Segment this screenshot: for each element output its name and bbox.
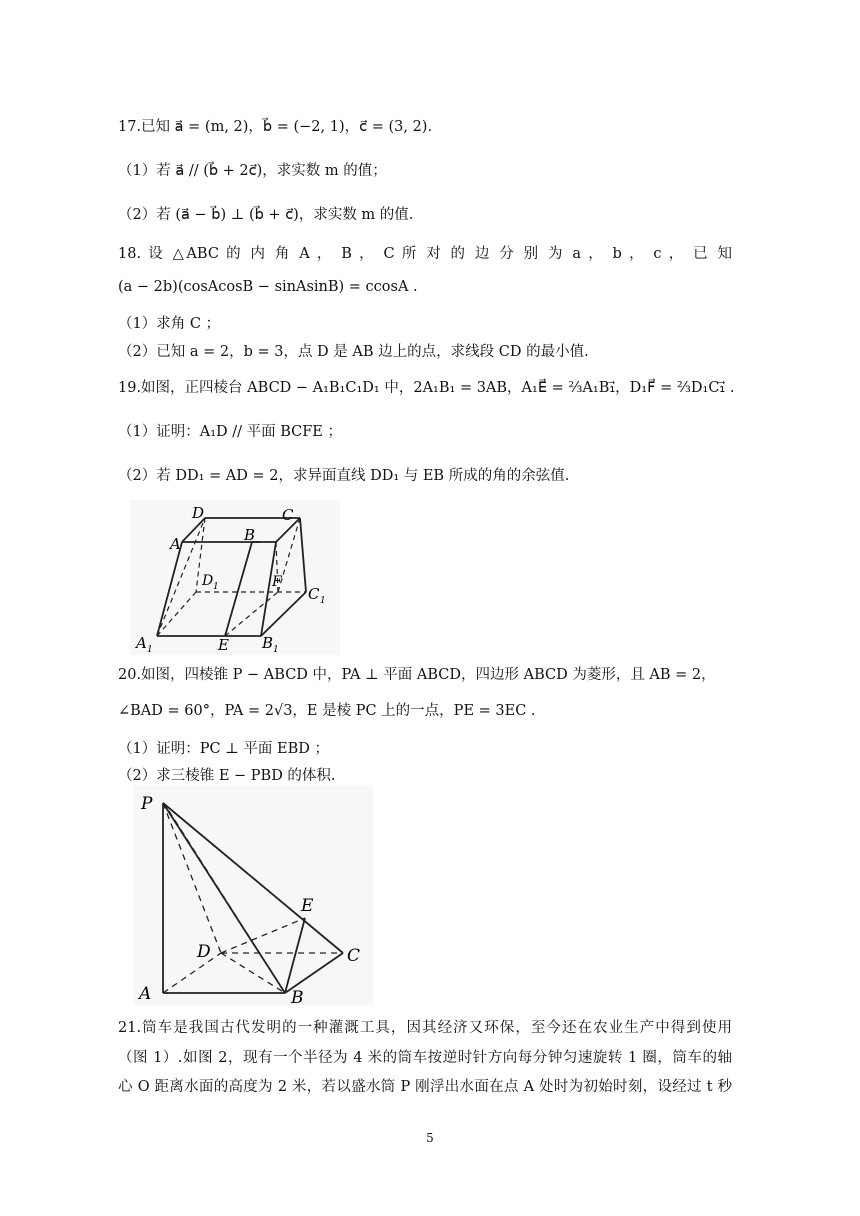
label-A: A — [139, 984, 152, 1004]
q19-part1: （1）证明：A₁D // 平面 BCFE ； — [118, 424, 343, 440]
label-B1-sub: 1 — [273, 645, 279, 655]
frustum-diagram — [130, 500, 340, 655]
label-C: C — [282, 506, 294, 524]
pyramid-diagram — [133, 785, 373, 1005]
pyramid-figure — [133, 785, 373, 1005]
q20-stem-line1: 20.如图，四棱锥 P − ABCD 中，PA ⊥ 平面 ABCD，四边形 ABCD 为菱形，且 AB = 2， — [118, 667, 716, 683]
q21-line1: 21.筒车是我国古代发明的一种灌溉工具，因其经济又环保，至今还在农业生产中得到使用 — [118, 1020, 732, 1036]
label-A1-sub: 1 — [147, 645, 153, 655]
label-E: E — [218, 636, 229, 654]
q21-line3: 心 O 距离水面的高度为 2 米，若以盛水筒 P 刚浮出水面在点 A 处时为初始时刻，设经过 t 秒 — [118, 1079, 732, 1095]
label-D: D — [192, 504, 205, 522]
label-A: A — [170, 535, 181, 553]
label-D1-sub: 1 — [213, 582, 219, 592]
label-B: B — [291, 988, 304, 1005]
q21-line2: （图 1）.如图 2，现有一个半径为 4 米的筒车按逆时针方向每分钟匀速旋转 1 圈，筒车的轴 — [118, 1050, 732, 1066]
q18-part1: （1）求角 C ； — [118, 316, 221, 332]
q19-stem: 19.如图，正四棱台 ABCD − A₁B₁C₁D₁ 中，2A₁B₁ = 3AB，A₁E⃗ = ⅔A₁B₁⃗，D₁F⃗ = ⅔D₁C₁⃗ . — [118, 380, 735, 396]
label-D: D — [197, 942, 211, 962]
q17-part2: （2）若 (a⃗ − b⃗) ⊥ (b⃗ + c⃗)，求实数 m 的值. — [118, 207, 414, 223]
label-A1: A — [136, 634, 147, 652]
label-C1-sub: 1 — [320, 596, 326, 606]
q18-part2: （2）已知 a = 2，b = 3，点 D 是 AB 边上的点，求线段 CD 的最小值. — [118, 344, 589, 360]
page-number: 5 — [426, 1131, 434, 1145]
q20-stem-line2: ∠BAD = 60°，PA = 2√3，E 是棱 PC 上的一点，PE = 3EC . — [118, 703, 536, 719]
label-D1: D — [202, 573, 214, 589]
q20-part2: （2）求三棱锥 E − PBD 的体积. — [118, 768, 336, 784]
label-B1: B — [262, 634, 274, 652]
label-P: P — [141, 794, 153, 814]
label-C: C — [347, 946, 361, 966]
q17-part1: （1）若 a⃗ // (b⃗ + 2c⃗)，求实数 m 的值； — [118, 163, 387, 179]
q18-stem-line1: 18. 设 △ABC 的 内 角 A ， B ， C 所 对 的 边 分 别 为 a ， b ， c ， 已 知 — [118, 246, 732, 262]
q20-part1: （1）证明：PC ⊥ 平面 EBD ； — [118, 741, 330, 757]
label-E: E — [301, 896, 314, 916]
q18-stem-line2: (a − 2b)(cosAcosB − sinAsinB) = ccosA . — [118, 279, 418, 295]
label-B: B — [244, 526, 256, 544]
q17-stem: 17.已知 a⃗ = (m, 2)，b⃗ = (−2, 1)，c⃗ = (3, 2). — [118, 119, 433, 135]
frustum-figure — [130, 500, 340, 655]
q19-part2: （2）若 DD₁ = AD = 2，求异面直线 DD₁ 与 EB 所成的角的余弦值. — [118, 468, 570, 484]
label-C1: C — [308, 585, 320, 603]
label-F: F — [272, 574, 282, 590]
